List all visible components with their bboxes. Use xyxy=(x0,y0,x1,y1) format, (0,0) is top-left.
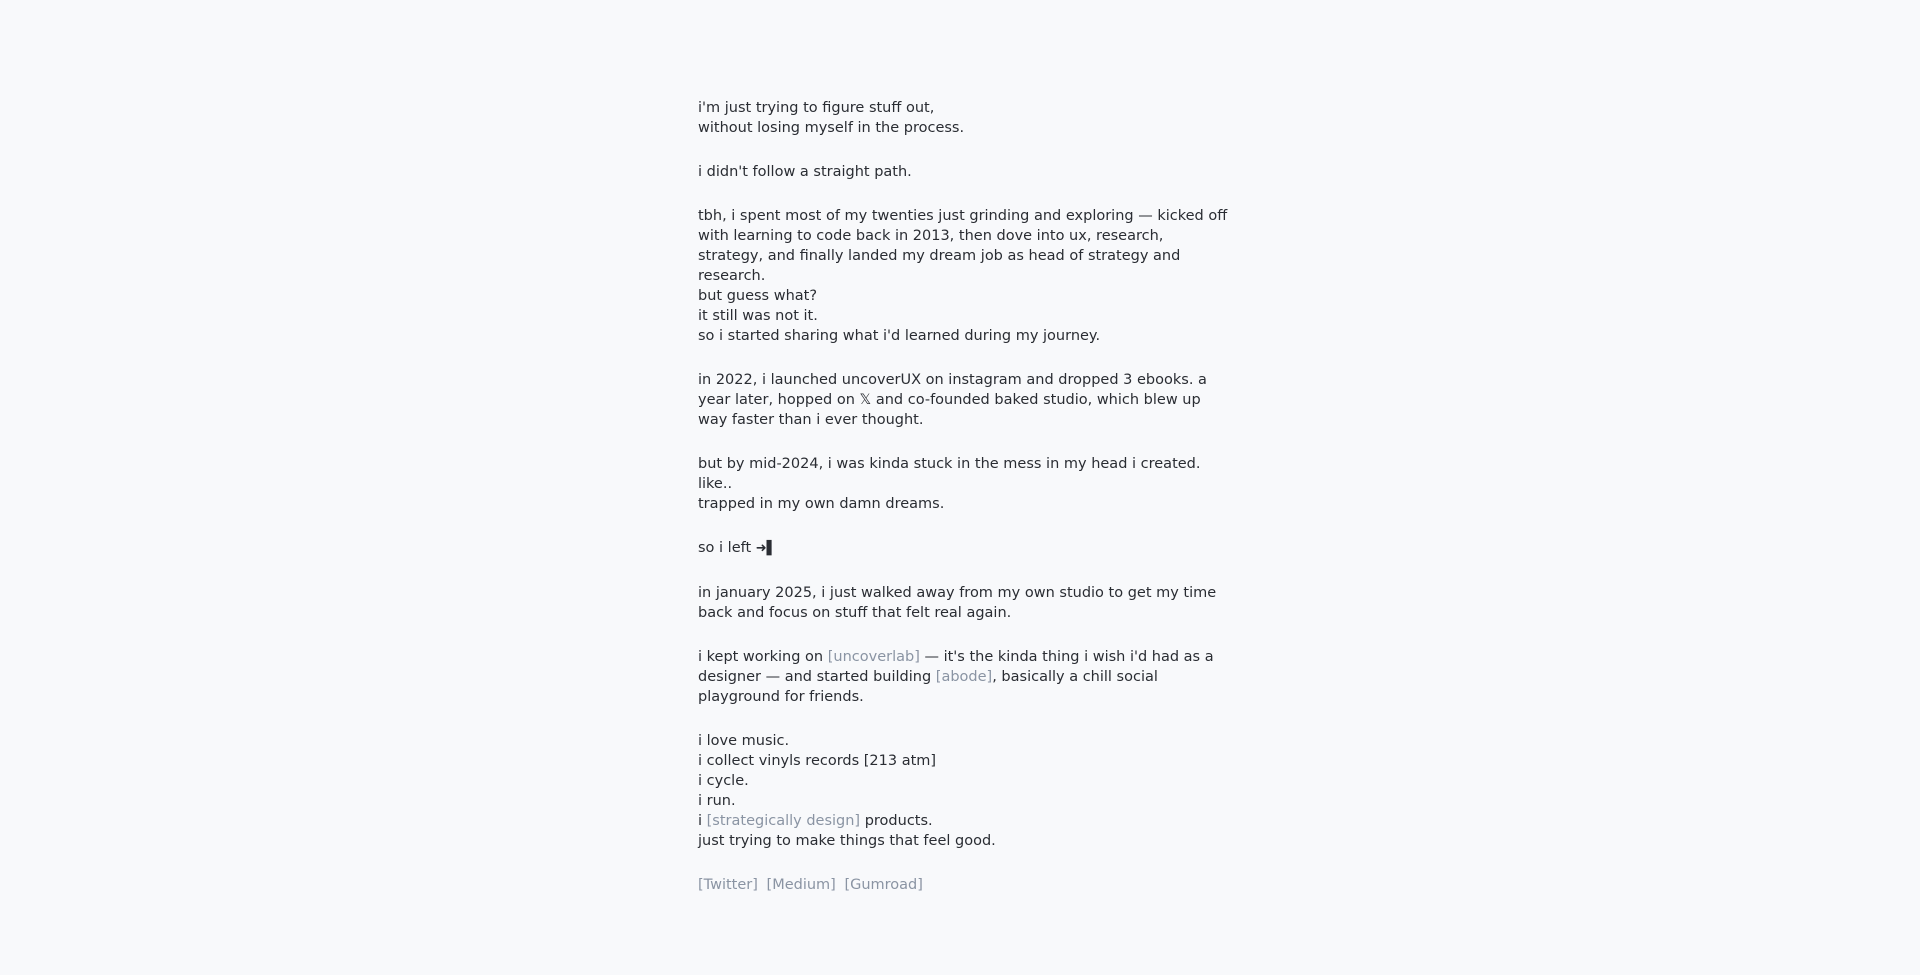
abode-link[interactable]: [abode] xyxy=(935,669,993,685)
loves-design-before: i xyxy=(698,813,707,829)
strategically-design-link[interactable]: [strategically design] xyxy=(706,813,861,829)
working-middle: — it's the kinda thing i wish i'd had as a designer — and started building xyxy=(698,649,1214,685)
stuck-line-2: like.. xyxy=(698,476,733,492)
intro-paragraph xyxy=(698,98,1228,138)
loves-cycle: i cycle. xyxy=(698,773,749,789)
path-paragraph: i didn't follow a straight path. xyxy=(698,164,912,180)
medium-link[interactable]: [Medium] xyxy=(766,877,836,893)
stuck-line-3: trapped in my own damn dreams. xyxy=(698,496,945,512)
loves-closing: just trying to make things that feel good. xyxy=(698,833,996,849)
exit-door-icon: ➜▌ xyxy=(755,541,777,556)
loves-vinyl: i collect vinyls records [213 atm] xyxy=(698,753,937,769)
gumroad-link[interactable]: [Gumroad] xyxy=(844,877,923,893)
twenties-line-2: but guess what? xyxy=(698,288,818,304)
loves-run: i run. xyxy=(698,793,736,809)
twenties-paragraph xyxy=(698,206,1228,346)
twitter-link[interactable]: [Twitter] xyxy=(698,877,758,893)
intro-line-2: without losing myself in the process. xyxy=(698,120,965,136)
working-paragraph xyxy=(698,647,1228,707)
january-paragraph: in january 2025, i just walked away from my own studio to get my time back and focus on stuff that felt real again. xyxy=(698,585,1217,621)
stuck-paragraph xyxy=(698,454,1228,514)
twenties-line-3: it still was not it. xyxy=(698,308,818,324)
twenties-text: tbh, i spent most of my twenties just grinding and exploring — kicked off with learning to code back in 2013, then dove into ux, research, strategy, and finally landed my dream job as head of strategy and research. xyxy=(698,208,1228,284)
social-links xyxy=(698,875,1228,895)
launch-text-before: in 2022, i launched uncoverUX on instagram and dropped 3 ebooks. a year later, hopped on xyxy=(698,372,1207,408)
launch-paragraph xyxy=(698,370,1228,430)
loves-design-line xyxy=(698,811,1228,831)
intro-line-1: i'm just trying to figure stuff out, xyxy=(698,100,935,116)
left-text: so i left xyxy=(698,540,752,556)
working-after: , basically a chill social playground for friends. xyxy=(698,669,1158,705)
x-logo-icon: 𝕏 xyxy=(859,392,872,408)
left-paragraph xyxy=(698,538,1228,559)
loves-paragraph xyxy=(698,731,1228,851)
uncoverlab-link[interactable]: [uncoverlab] xyxy=(827,649,920,665)
stuck-line-1: but by mid-2024, i was kinda stuck in the mess in my head i created. xyxy=(698,456,1201,472)
working-before: i kept working on xyxy=(698,649,828,665)
loves-music: i love music. xyxy=(698,733,790,749)
bio-content xyxy=(698,98,1228,919)
launch-text-after: and co-founded baked studio, which blew up way faster than i ever thought. xyxy=(698,392,1201,428)
loves-design-after: products. xyxy=(860,813,933,829)
twenties-line-4: so i started sharing what i'd learned during my journey. xyxy=(698,328,1101,344)
